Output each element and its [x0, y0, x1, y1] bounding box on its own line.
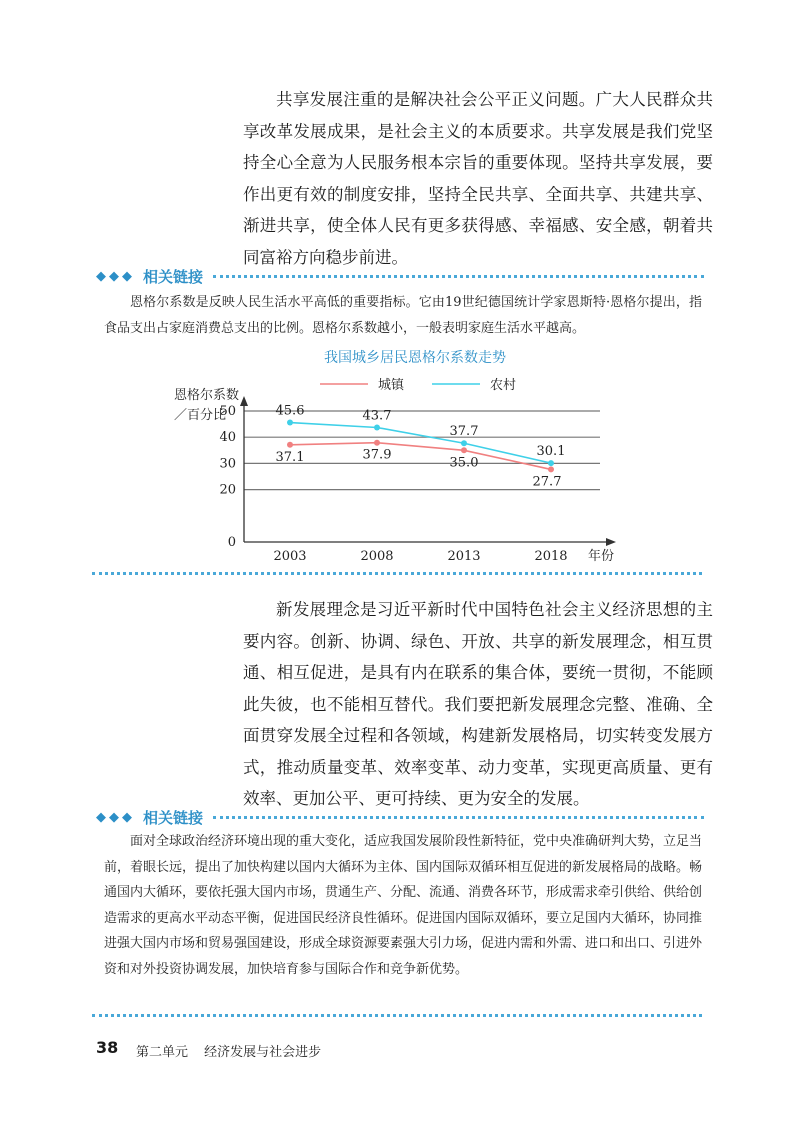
x-tick-label: 2013: [447, 549, 481, 564]
dotted-divider: [213, 816, 704, 819]
chart-plot-area: [219, 396, 616, 564]
related-link-text-1: 恩格尔系数是反映人民生活水平高低的重要指标。它由19世纪德国统计学家恩斯特·恩格尔提出，指食品支出占家庭消费总支出的比例。恩格尔系数越小，一般表明家庭生活水平越高。: [104, 295, 702, 336]
series-line: [290, 423, 551, 464]
related-link-header-1: [96, 265, 704, 287]
data-label: 35.0: [449, 455, 479, 471]
section-divider-2: [92, 1014, 702, 1017]
running-footer: [136, 1041, 333, 1060]
y-tick-label: 40: [219, 430, 236, 446]
series-line: [290, 443, 551, 470]
x-tick-label: 2018: [534, 549, 568, 564]
data-label: 27.7: [532, 474, 562, 490]
diamond-bullets-icon: ◆◆◆: [96, 268, 135, 284]
related-link-title: 相关链接: [143, 267, 204, 286]
footer-unit: 第二单元: [136, 1045, 189, 1060]
chart-legend: [320, 377, 516, 393]
body-paragraph-2: 新发展理念是习近平新时代中国特色社会主义经济思想的主要内容。创新、协调、绿色、开放、共享的新发展理念，相互贯通、相互促进，是具有内在联系的集合体，要统一贯彻，不能顾此失彼，也不能相互替代。我们要把新发展理念完整、准确、全面贯穿发展全过程和各领域，构建新发展格局，切实转变发展方式，推动质量变革、效率变革、动力变革，实现更高质量、更有效率、更加公平、更可持续、更为安全的发展。: [243, 600, 713, 808]
footer-chapter: 经济发展与社会进步: [204, 1045, 322, 1060]
diamond-bullets-icon: ◆◆◆: [96, 809, 135, 825]
data-label: 37.1: [275, 449, 305, 465]
x-axis-label: 年份: [588, 549, 615, 564]
data-point: [287, 420, 293, 426]
data-label: 45.6: [275, 403, 305, 419]
related-link-title: 相关链接: [143, 808, 204, 827]
dotted-divider: [213, 275, 704, 278]
data-label: 37.7: [449, 424, 479, 440]
data-label: 43.7: [362, 408, 392, 424]
related-link-header-2: [96, 806, 704, 828]
data-point: [374, 425, 380, 431]
section-divider-1: [92, 572, 702, 575]
legend-label: 农村: [490, 378, 517, 393]
y-tick-label: 30: [219, 456, 236, 472]
body-paragraph-1: 共享发展注重的是解决社会公平正义问题。广大人民群众共享改革发展成果，是社会主义的本质要求。共享发展是我们党坚持全心全意为人民服务根本宗旨的重要体现。坚持共享发展，要作出更有效的制度安排，坚持全民共享、全面共享、共建共享、渐进共享，使全体人民有更多获得感、幸福感、安全感，朝着共同富裕方向稳步前进。: [243, 90, 713, 267]
y-tick-label: 50: [219, 404, 236, 419]
y-tick-label: 20: [219, 482, 236, 498]
x-axis-arrow-icon: [606, 538, 616, 546]
data-point: [548, 460, 554, 466]
y-axis-label-unit: ／百分比: [174, 408, 227, 423]
x-tick-label: 2008: [360, 549, 394, 564]
data-point: [548, 466, 554, 472]
data-point: [461, 440, 467, 446]
engel-coefficient-chart: [170, 346, 630, 568]
data-label: 37.9: [362, 447, 392, 463]
related-link-text-2: 面对全球政治经济环境出现的重大变化，适应我国发展阶段性新特征，党中央准确研判大势，立足当前，着眼长远，提出了加快构建以国内大循环为主体、国内国际双循环相互促进的新发展格局的战略。畅通国内大循环，要依托强大国内市场，贯通生产、分配、流通、消费各环节，形成需求牵引供给、供给创造需求的更高水平动态平衡，促进国民经济良性循环。促进国内国际双循环，要立足国内大循环，协同推进强大国内市场和贸易强国建设，形成全球资源要素强大引力场，促进内需和外需、进口和出口、引进外资和对外投资协调发展，加快培育参与国际合作和竞争新优势。: [104, 834, 703, 977]
y-tick-label: 0: [227, 535, 236, 550]
data-label: 30.1: [536, 444, 566, 460]
legend-label: 城镇: [378, 378, 405, 393]
x-tick-label: 2003: [273, 549, 307, 564]
page-number: 38: [96, 1038, 119, 1057]
y-axis-arrow-icon: [240, 396, 248, 406]
chart-title: 我国城乡居民恩格尔系数走势: [324, 350, 506, 366]
data-point: [374, 440, 380, 446]
data-point: [287, 442, 293, 448]
y-axis-label: 恩格尔系数: [174, 388, 240, 403]
data-point: [461, 447, 467, 453]
